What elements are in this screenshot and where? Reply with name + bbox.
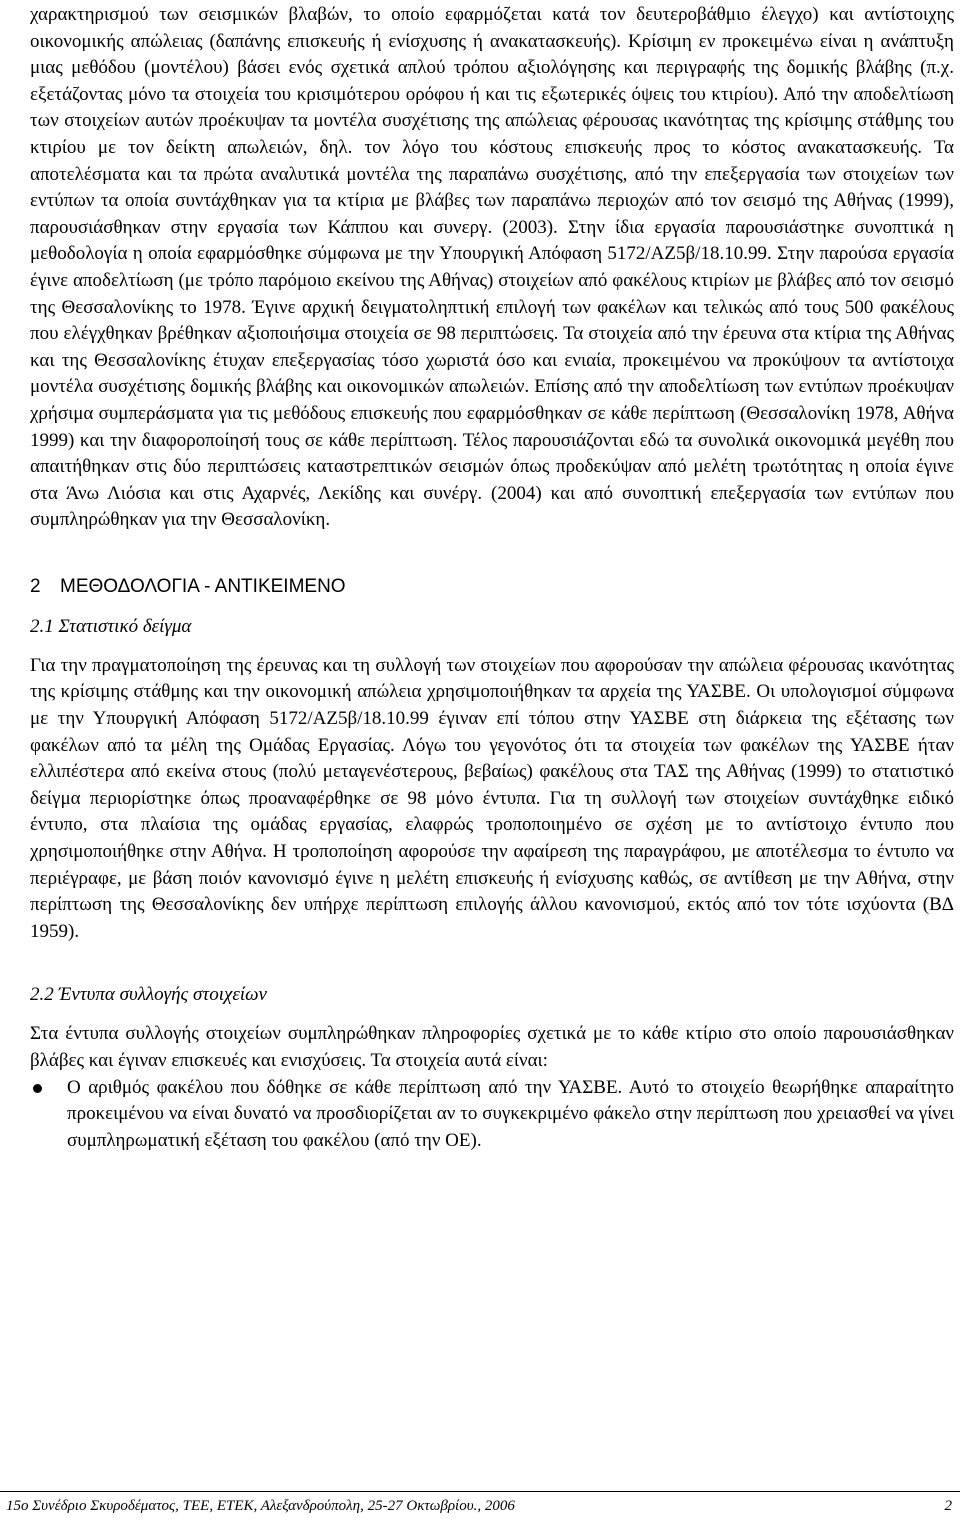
intro-paragraph: χαρακτηρισμού των σεισμικών βλαβών, το οποίο εφαρμόζεται κατά τον δευτεροβάθμιο έλεγχο) και αντίστοιχης οικονομικής απώλειας (δαπάνης επισκευής ή ενίσχυσης ή ανακατασκευής). Κρίσιμη εν προκειμένω είναι η ανάπτυξη μιας μεθόδου (μοντέλου) βάσει ενός σχετικά απλού τρόπου αξιολόγησης και περιγραφής της δομικής βλάβης (π.χ. εξετάζοντας μόνο τα στοιχεία του κρισιμότερου ορόφου ή και τις εξωτερικές όψεις του κτιρίου). Από την αποδελτίωση των στοιχείων αυτών προέκυψαν τα μοντέλα συσχέτισης της απώλειας φέρουσας ικανότητας της κρίσιμης στάθμης του κτιρίου με τον δείκτη απωλειών, δηλ. τον λόγο του κόστους επισκευής προς το κόστος ανακατασκευής. Τα αποτελέσματα και τα πρώτα αναλυτικά μοντέλα της παραπάνω συσχέτισης, από την επεξεργασία των στοιχείων των εντύπων τα οποία συντάχθηκαν για τα κτίρια με βλάβες των παραπάνω περιοχών από τον σεισμό της Αθήνας (1999), παρουσιάσθηκαν στην εργασία των Κάππου και συνεργ. (2003). Στην ίδια εργασία παρουσιάστηκε συνοπτικά η μεθοδολογία η οποία εφαρμόσθηκε σύμφωνα με την Υπουργική Απόφαση 5172/ΑΖ5β/18.10.99. Στην παρούσα εργασία έγινε αποδελτίωση (με τρόπο παρόμοιο εκείνου της Αθήνας) στοιχείων από φακέλους κτιρίων με βλάβες από τον σεισμό της Θεσσαλονίκης το 1978. Έγινε αρχική δειγματοληπτική επιλογή των φακέλων και τελικώς από τους 500 φακέλους που ελέγχθηκαν βρέθηκαν αξιοποιήσιμα στοιχεία σε 98 περιπτώσεις. Τα στοιχεία από την έρευνα στα κτίρια της Αθήνας και της Θεσσαλονίκης έτυχαν επεξεργασίας τόσο χωριστά όσο και ενιαία, προκειμένου να προκύψουν τα αντίστοιχα μοντέλα συσχέτισης δομικής βλάβης και οικονομικών απωλειών. Επίσης από την αποδελτίωση των εντύπων προέκυψαν χρήσιμα συμπεράσματα για τις μεθόδους επισκευής που εφαρμόσθηκαν σε κάθε περίπτωση (Θεσσαλονίκη 1978, Αθήνα 1999) και την διαφοροποίησή τους σε κάθε περίπτωση. Τέλος παρουσιάζονται εδώ τα συνολικά οικονομικά μεγέθη που απαιτήθηκαν στις δύο περιπτώσεις καταστρεπτικών σεισμών όπως προδεκύψαν από μελέτη τρωτότητας η οποία έγινε στα Άνω Λιόσια και στις Αχαρνές, Λεκίδης και συνέργ. (2004) και από συνοπτική επεξεργασία των εντύπων που συμπληρώθηκαν για την Θεσσαλονίκη.	[30, 4, 954, 531]
footer-divider	[0, 1491, 960, 1492]
section-2-heading	[30, 574, 954, 600]
section-2-2-heading: 2.2 Έντυπα συλλογής στοιχείων	[30, 984, 267, 1006]
section-2-1-heading: 2.1 Στατιστικό δείγμα	[30, 615, 192, 637]
section-2-number: 2	[30, 575, 41, 597]
section-2-2-paragraph: Στα έντυπα συλλογής στοιχείων συμπληρώθηκαν πληροφορίες σχετικά με το κάθε κτίριο στο οποίο παρουσιάσθηκαν βλάβες και έγιναν επισκευές και ενισχύσεις. Τα στοιχεία αυτά είναι:	[30, 1023, 954, 1071]
list-item	[30, 1075, 954, 1155]
bullet-list	[30, 1075, 954, 1155]
section-2-1-paragraph: Για την πραγματοποίηση της έρευνας και τη συλλογή των στοιχείων που αφορούσαν την απώλεια φέρουσας ικανότητας της κρίσιμης στάθμης και την οικονομική απώλεια χρησιμοποιήθηκαν τα αρχεία της ΥΑΣΒΕ. Οι υπολογισμοί σύμφωνα με την Υπουργική Απόφαση 5172/ΑΖ5β/18.10.99 έγιναν επί τόπου στην ΥΑΣΒΕ στη διάρκεια της εξέτασης των φακέλων από τα μέλη της Ομάδας Εργασίας. Λόγω του γεγονότος ότι τα στοιχεία των φακέλων της ΥΑΣΒΕ ήταν ελλιπέστερα από εκείνα στους (πολύ μεταγενέστερους, βεβαίως) φακέλους στα ΤΑΣ της Αθήνας (1999) το στατιστικό δείγμα περιορίστηκε όπως προαναφέρθηκε σε 98 μόνο έντυπα. Για τη συλλογή των στοιχείων συντάχθηκε ειδικό έντυπο, στα πλαίσια της ομάδας εργασίας, ελαφρώς τροποποιημένο σε σχέση με το αντίστοιχο έντυπο που χρησιμοποιήθηκε στην Αθήνα. Η τροποποίηση αφορούσε την αφαίρεση της παραγράφου, με αποτέλεσμα το έντυπο να περιέγραφε, με βάση ποιόν κανονισμό έγινε η μελέτη επισκευής ή ενίσχυσης καθώς, σε αντίθεση με την Αθήνα, στην περίπτωση της Θεσσαλονίκης δεν υπήρχε περίπτωση επιλογής άλλου κανονισμού, εκτός από τον τότε ισχύοντα (ΒΔ 1959).	[30, 654, 954, 942]
section-2-title: ΜΕΘΟΔΟΛΟΓΙΑ - ΑΝΤΙΚΕΙΜΕΝΟ	[60, 575, 346, 597]
document-page	[30, 0, 954, 1154]
footer-conference: 15ο Συνέδριο Σκυροδέματος, ΤΕΕ, ΕΤΕΚ, Αλεξανδρούπολη, 25-27 Οκτωβρίου., 2006	[6, 1498, 515, 1514]
list-item-text: Ο αριθμός φακέλου που δόθηκε σε κάθε περίπτωση από την ΥΑΣΒΕ. Αυτό το στοιχείο θεωρήθηκε απαραίτητο προκειμένου να είναι δυνατό να προσδιορίζεται αν το συγκεκριμένο φάκελο στην περίπτωση που χρειασθεί να γίνει συμπληρωματική εξέταση του φακέλου (από την ΟΕ).	[67, 1076, 954, 1151]
bullet-icon	[33, 1084, 42, 1093]
page-number: 2	[944, 1498, 952, 1514]
